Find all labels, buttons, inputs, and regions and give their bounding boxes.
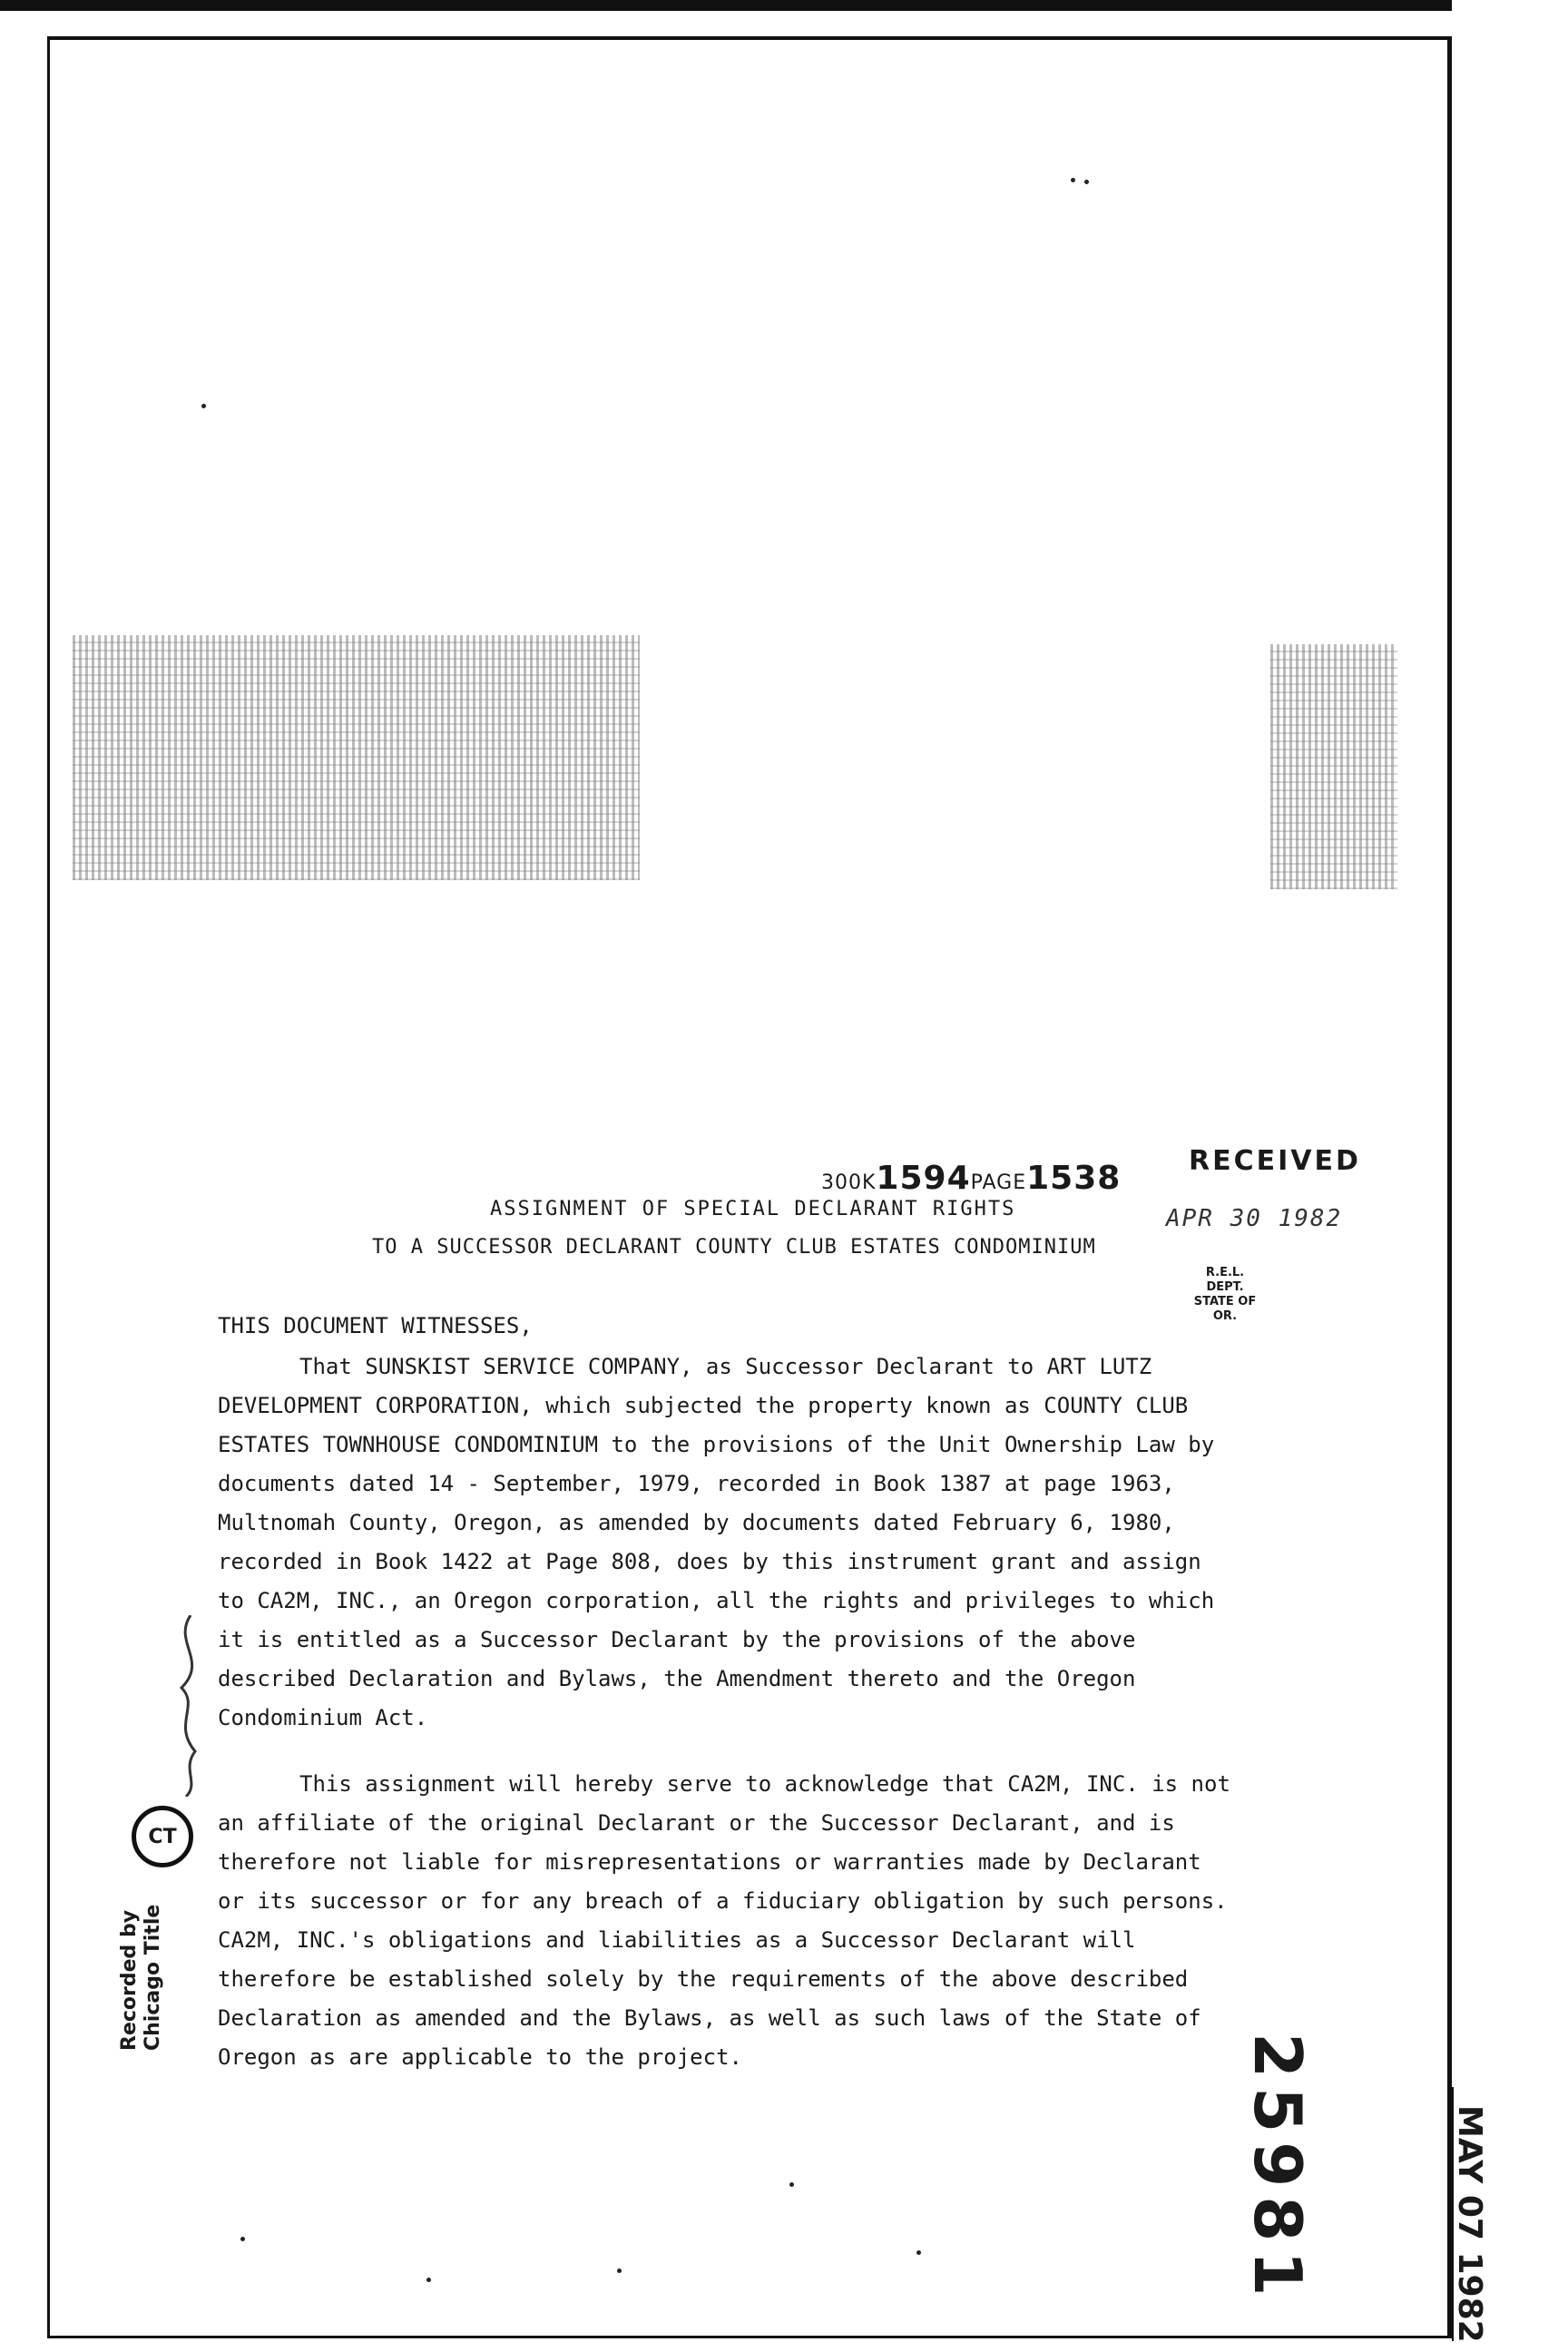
document-title-line1: ASSIGNMENT OF SPECIAL DECLARANT RIGHTS: [490, 1198, 1016, 1220]
recorded-by-stamp: [118, 1869, 165, 2051]
page-prefix: PAGE: [970, 1171, 1027, 1194]
scan-noise-left: [73, 635, 640, 880]
recorded-date-stamp: MAY 07 1982: [1451, 2105, 1488, 2343]
book-prefix: 300K: [821, 1171, 877, 1194]
scan-speck: [201, 404, 206, 408]
received-stamp-dept-line2: STATE OF OR.: [1193, 1295, 1257, 1323]
paragraph-acknowledgement: This assignment will hereby serve to acknowledge that CA2M, INC. is not an affiliate of the original Declarant or the Successor Declarant, and is therefore not liable for misrepresentations or warranties made by Declarant or its successor or for any breach of a fiduciary obligation by such persons. CA2M, INC.'s obligations and liabilities as a Successor Declarant will therefore be established solely by the requirements of the above described Declaration as amended and the Bylaws, as well as such laws of the State of Oregon as are applicable to the project.: [218, 1771, 1230, 2070]
paragraph-assignment: That SUNSKIST SERVICE COMPANY, as Successor Declarant to ART LUTZ DEVELOPMENT CORPORATION, which subjected the property known as COUNTY CLUB ESTATES TOWNHOUSE CONDOMINIUM to the provisions of the Unit Ownership Law by documents dated 14 - September, 1979, recorded in Book 1387 at page 1963, Multnomah County, Oregon, as amended by documents dated February 6, 1980, recorded in Book 1422 at Page 808, does by this instrument grant and assign to CA2M, INC., an Oregon corporation, all the rights and privileges to which it is entitled as a Successor Declarant by the provisions of the above described Declaration and Bylaws, the Amendment thereto and the Oregon Condominium Act.: [218, 1354, 1215, 1730]
scan-speck: [240, 2237, 245, 2241]
document-body: [218, 1307, 1234, 2077]
opening-line: THIS DOCUMENT WITNESSES,: [218, 1313, 533, 1338]
scan-speck: [916, 2250, 921, 2255]
received-stamp-dept-line1: R.E.L. DEPT.: [1205, 1266, 1245, 1294]
recorded-by-line1: Recorded by: [118, 1909, 141, 2051]
received-stamp-date: APR 30 1982: [1166, 1205, 1343, 1232]
scan-speck: [1071, 178, 1075, 182]
scan-speck: [617, 2269, 622, 2273]
recorded-by-line2: Chicago Title: [142, 1904, 164, 2051]
scan-speck: [426, 2278, 431, 2282]
document-title-line2: TO A SUCCESSOR DECLARANT COUNTY CLUB ESTATES CONDOMINIUM: [372, 1236, 1096, 1259]
book-number: 1594: [876, 1160, 971, 1197]
scan-noise-right: [1270, 644, 1397, 889]
received-stamp-label: RECEIVED: [1189, 1145, 1361, 1177]
book-page-reference: [821, 1160, 1121, 1197]
scan-speck: [1084, 180, 1089, 184]
page-number: 1538: [1026, 1160, 1122, 1197]
chicago-title-logo: CT: [132, 1806, 193, 1867]
scan-speck: [789, 2182, 794, 2187]
scan-top-bar: [0, 0, 1452, 11]
document-number: 25981: [1240, 2033, 1316, 2306]
handwritten-initials: [163, 1615, 218, 1797]
